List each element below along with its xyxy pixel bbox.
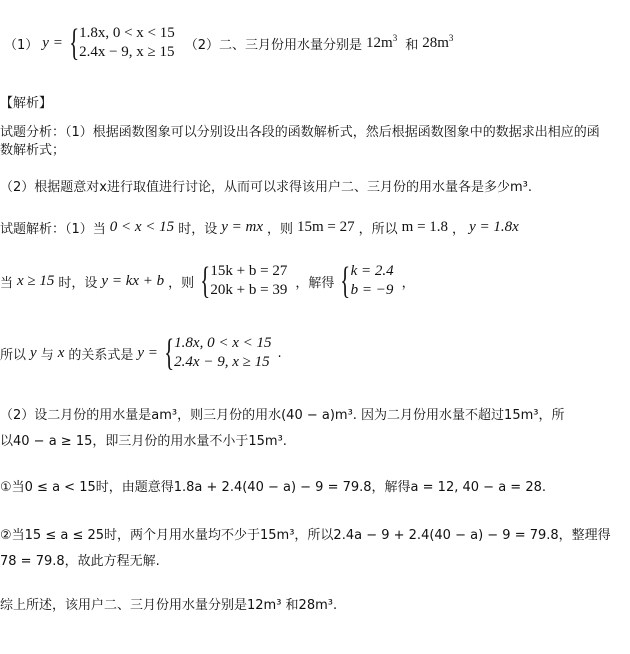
solution-text: 时，设 bbox=[178, 222, 218, 237]
system-solution-2: b = −9 bbox=[350, 282, 394, 298]
answer-piecewise bbox=[65, 24, 175, 62]
part2-line-2: 以40 − a ≥ 15，即三月份的用水量不小于15m³. bbox=[0, 434, 287, 449]
system-eq-1: 15k + b = 27 bbox=[210, 263, 288, 279]
solution-text: ， bbox=[401, 275, 415, 291]
solution-text: 所以 bbox=[0, 347, 27, 363]
relation-case-1: 1.8x, 0 < x < 15 bbox=[174, 335, 272, 351]
analysis-paragraph: 试题分析：（1）根据函数图象可以分别设出各段的函数解析式，然后根据函数图象中的数据求出相应的函数解析式； bbox=[0, 125, 600, 158]
math-equation: y = mx bbox=[221, 219, 263, 235]
answer-line bbox=[4, 24, 453, 62]
system-solution-1: k = 2.4 bbox=[350, 263, 394, 279]
answer-part2-label: （2）二、三月份用水量分别是 bbox=[184, 37, 363, 53]
solution-text: ， bbox=[452, 222, 466, 237]
relation-piecewise bbox=[160, 334, 272, 372]
math-var-x: x bbox=[57, 344, 65, 361]
solution-text: . bbox=[277, 345, 282, 361]
brace-icon: { bbox=[340, 260, 351, 302]
solution-text: 试题解析：（1）当 bbox=[0, 222, 106, 237]
solution-text: 当 bbox=[0, 275, 14, 291]
relation-case-2: 2.4x − 9, x ≥ 15 bbox=[174, 354, 270, 370]
analysis-part2: （2）根据题意对x进行取值进行讨论，从而可以求得该用户二、三月份的用水量各是多少m³. bbox=[0, 180, 532, 195]
brace-icon: { bbox=[200, 260, 211, 302]
answer-value-1: $12m^3$ bbox=[366, 32, 398, 51]
math-range: x ≥ 15 bbox=[17, 272, 55, 289]
math-range: 0 < x < 15 bbox=[109, 219, 175, 235]
answer-case-2: 2.4x − 9, x ≥ 15 bbox=[79, 44, 175, 60]
answer-part1-label: （1） bbox=[4, 37, 39, 53]
solution-system-line bbox=[0, 262, 415, 300]
solution-text: ，所以 bbox=[358, 222, 398, 237]
solution-system bbox=[336, 262, 393, 300]
solution-text: 与 bbox=[40, 347, 54, 363]
case1-line: ①当0 ≤ a < 15时，由题意得1.8a + 2.4(40 − a) − 9 = 79.8，解得a = 12, 40 − a = 28. bbox=[0, 480, 546, 495]
math-equation: m = 1.8 bbox=[401, 219, 449, 235]
conclusion-line: 综上所述，该用户二、三月份用水量分别是12m³ 和28m³. bbox=[0, 598, 338, 613]
analysis-heading: 【解析】 bbox=[0, 96, 53, 111]
solution-text: ，则 bbox=[266, 222, 293, 237]
solution-text: 的关系式是 bbox=[68, 347, 134, 363]
math-equation: 15m = 27 bbox=[297, 219, 355, 235]
relation-line bbox=[0, 334, 282, 372]
answer-value-2: $28m^3$ bbox=[422, 32, 454, 51]
solution-text: ，解得 bbox=[295, 275, 335, 291]
case2-line-1: ②当15 ≤ a ≤ 25时，两个月用水量均不少于15m³，所以2.4a − 9 + 2.4(40 − a) − 9 = 79.8，整理得 bbox=[0, 528, 611, 543]
part2-line-1: （2）设二月份的用水量是am³，则三月份的用水(40 − a)m³. 因为二月份用水量不超过15m³，所 bbox=[0, 408, 565, 423]
answer-case-1: 1.8x, 0 < x < 15 bbox=[79, 25, 175, 41]
math-equation: y = kx + b bbox=[101, 272, 165, 289]
math-var-y: y bbox=[30, 344, 37, 361]
solution-text: 时，设 bbox=[58, 275, 98, 291]
equation-system bbox=[196, 262, 287, 300]
case2-line-2: 78 = 79.8，故此方程无解. bbox=[0, 554, 160, 569]
brace-icon: { bbox=[164, 332, 175, 374]
answer-y-eq: y = bbox=[42, 34, 63, 51]
solution-text: ，则 bbox=[168, 275, 195, 291]
math-y-eq: y = bbox=[137, 344, 158, 361]
system-eq-2: 20k + b = 39 bbox=[210, 282, 288, 298]
math-equation: y = 1.8x bbox=[469, 219, 519, 235]
solution-part1-line bbox=[0, 218, 523, 237]
answer-and: 和 bbox=[405, 37, 419, 53]
brace-icon: { bbox=[68, 22, 79, 64]
